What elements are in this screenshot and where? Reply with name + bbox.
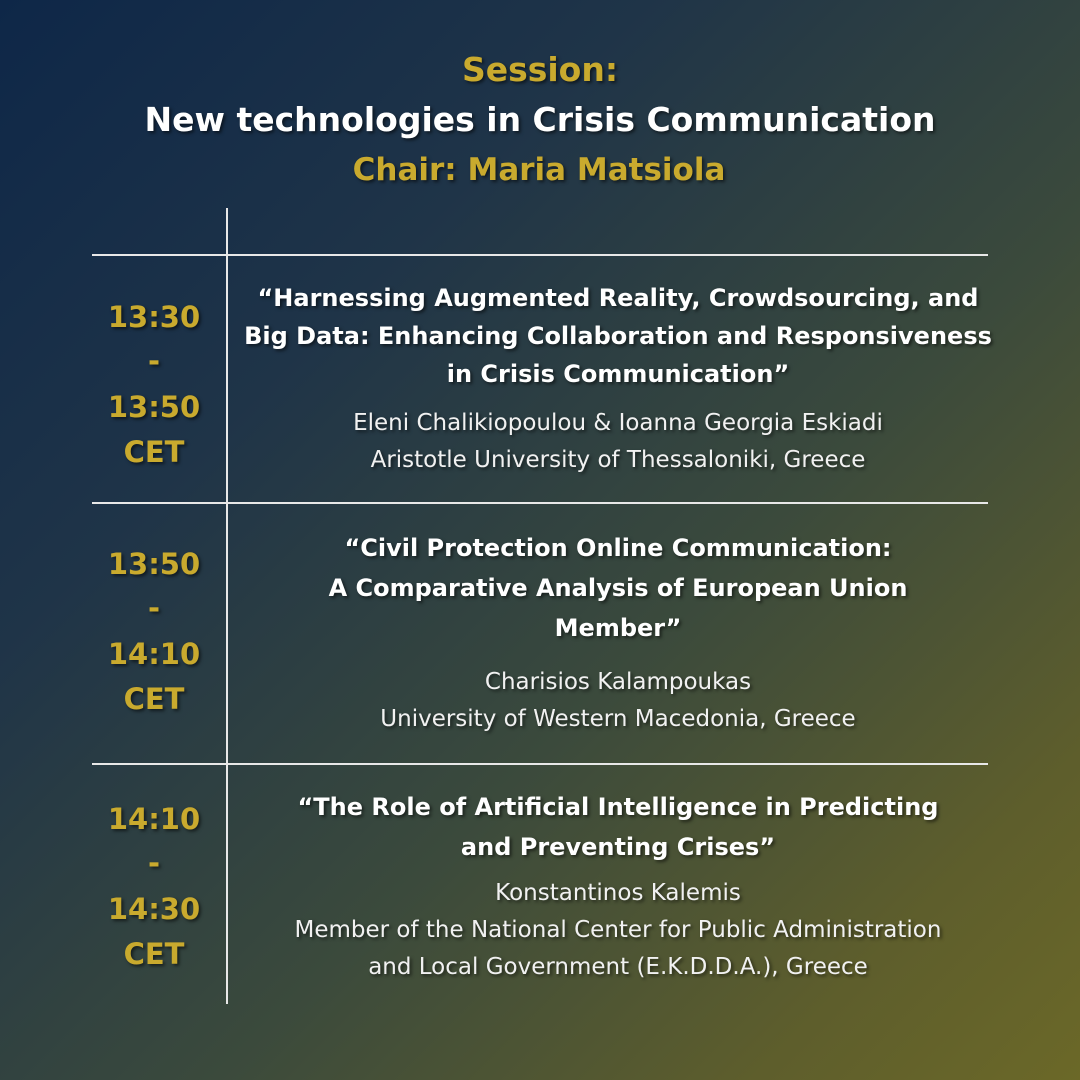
time-start: 13:30 [107,300,201,334]
talk-title [238,787,998,867]
talk-1 [238,279,998,479]
talk-title-line: Member” [554,614,682,642]
row-divider-top [92,254,988,256]
time-end: 14:30 [107,892,201,926]
time-zone: CET [123,937,185,971]
time-start: 13:50 [107,547,201,581]
talk-authors: Eleni Chalikiopoulou & Ioanna Georgia Eskiadi [353,410,883,436]
session-chair [0,152,1080,188]
row-divider-2 [92,763,988,765]
time-end: 14:10 [107,637,201,671]
talk-title-line: “Civil Protection Online Communication: [344,534,892,562]
time-start: 14:10 [107,802,201,836]
talk-title-line: “Harnessing Augmented Reality, Crowdsourcing, and [257,284,979,312]
time-separator: - [147,846,161,880]
talk-title-line: in Crisis Communication” [446,360,790,388]
time-end: 13:50 [107,390,201,424]
talk-title [238,528,998,648]
talk-title-line: Big Data: Enhancing Collaboration and Responsiveness [244,322,992,350]
talk-title-line: and Preventing Crises” [460,833,776,861]
row-divider-1 [92,502,988,504]
talk-affiliation: and Local Government (E.K.D.D.A.), Greece [368,954,868,980]
talk-3 [238,787,998,986]
talk-affiliation: Member of the National Center for Public Administration [294,917,942,943]
time-zone: CET [123,435,185,469]
talk-title-line: “The Role of Artificial Intelligence in Predicting [297,793,939,821]
talk-title [238,279,998,393]
chair-text: Chair: Maria Matsiola [352,152,726,188]
time-separator: - [147,591,161,625]
talk-2 [238,528,998,738]
talk-authors: Charisios Kalampoukas [484,669,752,695]
column-divider [226,208,228,1004]
talk-authors: Konstantinos Kalemis [495,880,741,906]
talk-affiliation: University of Western Macedonia, Greece [380,706,856,732]
talk-affiliation: Aristotle University of Thessaloniki, Greece [370,447,866,473]
time-zone: CET [123,682,185,716]
session-label: Session: [461,50,619,89]
time-separator: - [147,344,161,378]
talk-title-line: A Comparative Analysis of European Union [328,574,908,602]
session-title: New technologies in Crisis Communication [144,100,936,139]
